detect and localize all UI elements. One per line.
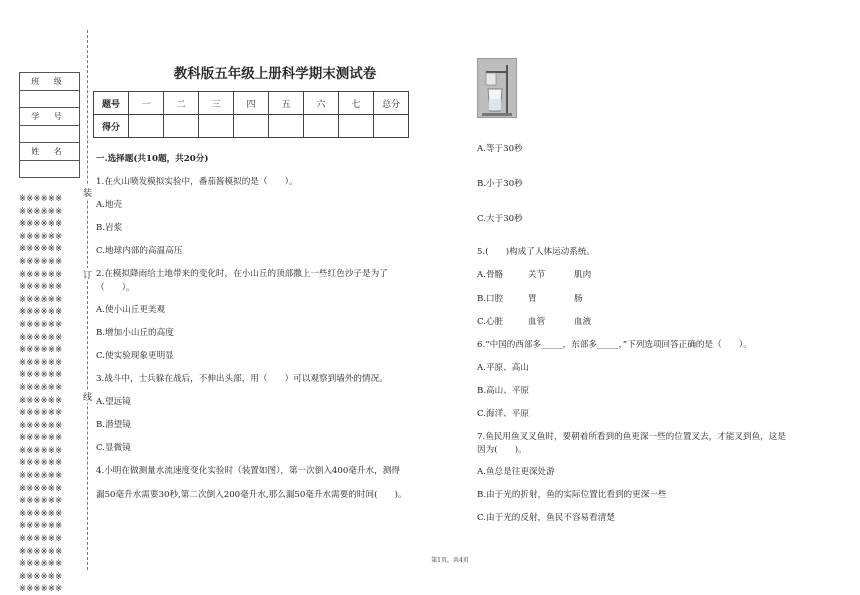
q5-c-part: 血液 <box>574 317 592 327</box>
name-field[interactable] <box>20 161 80 178</box>
number-label: 学 号 <box>20 108 80 126</box>
name-label: 姓 名 <box>20 143 80 161</box>
class-field[interactable] <box>20 91 80 108</box>
q4-option-c[interactable]: C.大于30秒 <box>477 214 523 224</box>
page-title: 教科版五年级上册科学期末测试卷 <box>173 66 377 82</box>
q4-option-b[interactable]: B.小于30秒 <box>477 179 523 189</box>
q5-option-a[interactable] <box>477 268 592 280</box>
score-input-cell[interactable] <box>304 115 339 138</box>
q6-option-a[interactable]: A.平原、高山 <box>477 363 529 373</box>
question-4-line1: 4.小明在做测量水流速度变化实验时（装置如图），第一次倒入400毫升水，测得 <box>96 466 400 476</box>
apparatus-image <box>477 58 517 118</box>
q5-a-part: A.骨骼 <box>477 270 504 280</box>
question-7-line1: 7.鱼民用鱼叉叉鱼时，要朝着所看到的鱼更深一些的位置叉去，才能叉到鱼，这是 <box>477 432 786 442</box>
q3-option-c[interactable]: C.显微镜 <box>96 443 131 453</box>
q1-option-a[interactable]: A.地壳 <box>96 200 123 210</box>
q2-option-c[interactable]: C.使实验现象更明显 <box>96 351 174 361</box>
q6-option-b[interactable]: B.高山、平原 <box>477 386 530 396</box>
score-header-cell: 一 <box>129 92 164 115</box>
binding-char-ding: 订 <box>82 268 93 281</box>
q1-option-c[interactable]: C.地球内部的高温高压 <box>96 246 183 256</box>
score-header-cell: 七 <box>339 92 374 115</box>
score-input-cell[interactable] <box>199 115 234 138</box>
question-4-line2: 漏50毫升水需要30秒,第二次倒入200毫升水,那么漏50毫升水需要的时间( )。 <box>96 490 407 500</box>
q5-a-part: 关节 <box>528 270 546 280</box>
q5-a-part: 肌肉 <box>574 270 592 280</box>
question-7-line2: 因为( )。 <box>477 445 527 455</box>
question-3: 3.战斗中，士兵躲在战后，不伸出头部，用（ ）可以观察到墙外的情况。 <box>96 374 388 384</box>
q3-option-a[interactable]: A.望远镜 <box>96 397 131 407</box>
question-6: 6.“中国的西部多_____，东部多_____，”下列选项回答正确的是（ ）。 <box>477 340 752 350</box>
q6-option-c[interactable]: C.海洋、平原 <box>477 409 529 419</box>
q5-c-part: 血管 <box>528 317 546 327</box>
q4-option-a[interactable]: A.等于30秒 <box>477 144 523 154</box>
section-heading: 一.选择题(共10题，共20分) <box>96 154 209 164</box>
score-header-cell: 总分 <box>374 92 409 115</box>
score-input-cell[interactable] <box>339 115 374 138</box>
score-input-cell[interactable] <box>234 115 269 138</box>
q5-option-c[interactable] <box>477 315 592 327</box>
student-info-table <box>19 72 80 178</box>
q7-option-b[interactable]: B.由于光的折射，鱼的实际位置比看到的更深一些 <box>477 490 667 500</box>
q5-c-part: C.心脏 <box>477 317 504 327</box>
number-field[interactable] <box>20 126 80 143</box>
question-2-line2: （ ）。 <box>96 283 135 293</box>
binding-char-zhuang: 装 <box>82 186 93 199</box>
q3-option-b[interactable]: B.潜望镜 <box>96 420 131 430</box>
score-header-cell: 五 <box>269 92 304 115</box>
score-input-cell[interactable] <box>374 115 409 138</box>
score-header-cell: 二 <box>164 92 199 115</box>
q5-option-b[interactable] <box>477 292 583 304</box>
question-2-line1: 2.在模拟降雨给土地带来的变化时，在小山丘的顶部撒上一些红色沙子是为了 <box>96 269 388 279</box>
q5-b-part: 胃 <box>528 294 537 304</box>
score-header-cell: 题号 <box>94 92 129 115</box>
question-5: 5.( )构成了人体运动系统。 <box>477 247 596 257</box>
score-header-cell: 六 <box>304 92 339 115</box>
binding-char-xian: 线 <box>82 390 93 403</box>
score-label-cell: 得分 <box>94 115 129 138</box>
score-header-cell: 三 <box>199 92 234 115</box>
score-header-cell: 四 <box>234 92 269 115</box>
score-input-cell[interactable] <box>164 115 199 138</box>
q5-b-part: B.口腔 <box>477 294 504 304</box>
score-table <box>93 91 409 138</box>
score-input-cell[interactable] <box>129 115 164 138</box>
binding-dots: ※※※※※※ ※※※※※※ ※※※※※※ ※※※※※※ ※※※※※※ ※※※※※※ ※※※※※※ ※※※※※※ ※※※※※※ ※※※※※※ ※※※※※※ ※※※※※※ ※※※※※※ ※※※※※※ ※※※※※※ ※※※※※※ ※※※※※※ ※※※※※※ ※※※※※※ ※※※※※※ ※※※※※※ ※※※※※※ ※※※※※※ ※※※※※※ ※※※※※※ ※※※※※※ ※※※※※※ ※※※※※※ ※※※※※※ ※※※※※※ ※※※※※※ ※※※※※※ <box>19 193 63 594</box>
q7-option-c[interactable]: C.由于光的反射，鱼民不容易看清楚 <box>477 513 615 523</box>
q7-option-a[interactable]: A.鱼总是往更深处游 <box>477 467 555 477</box>
binding-line <box>87 30 88 570</box>
q5-b-part: 肠 <box>574 294 583 304</box>
q2-option-a[interactable]: A.使小山丘更美观 <box>96 305 166 315</box>
class-label: 班 级 <box>20 73 80 91</box>
question-1: 1.在火山喷发模拟实验中，番茄酱模拟的是（ ）。 <box>96 177 298 187</box>
score-input-cell[interactable] <box>269 115 304 138</box>
q1-option-b[interactable]: B.岩浆 <box>96 223 123 233</box>
q2-option-b[interactable]: B.增加小山丘的高度 <box>96 328 174 338</box>
page-footer: 第1页，共4页 <box>431 557 469 564</box>
